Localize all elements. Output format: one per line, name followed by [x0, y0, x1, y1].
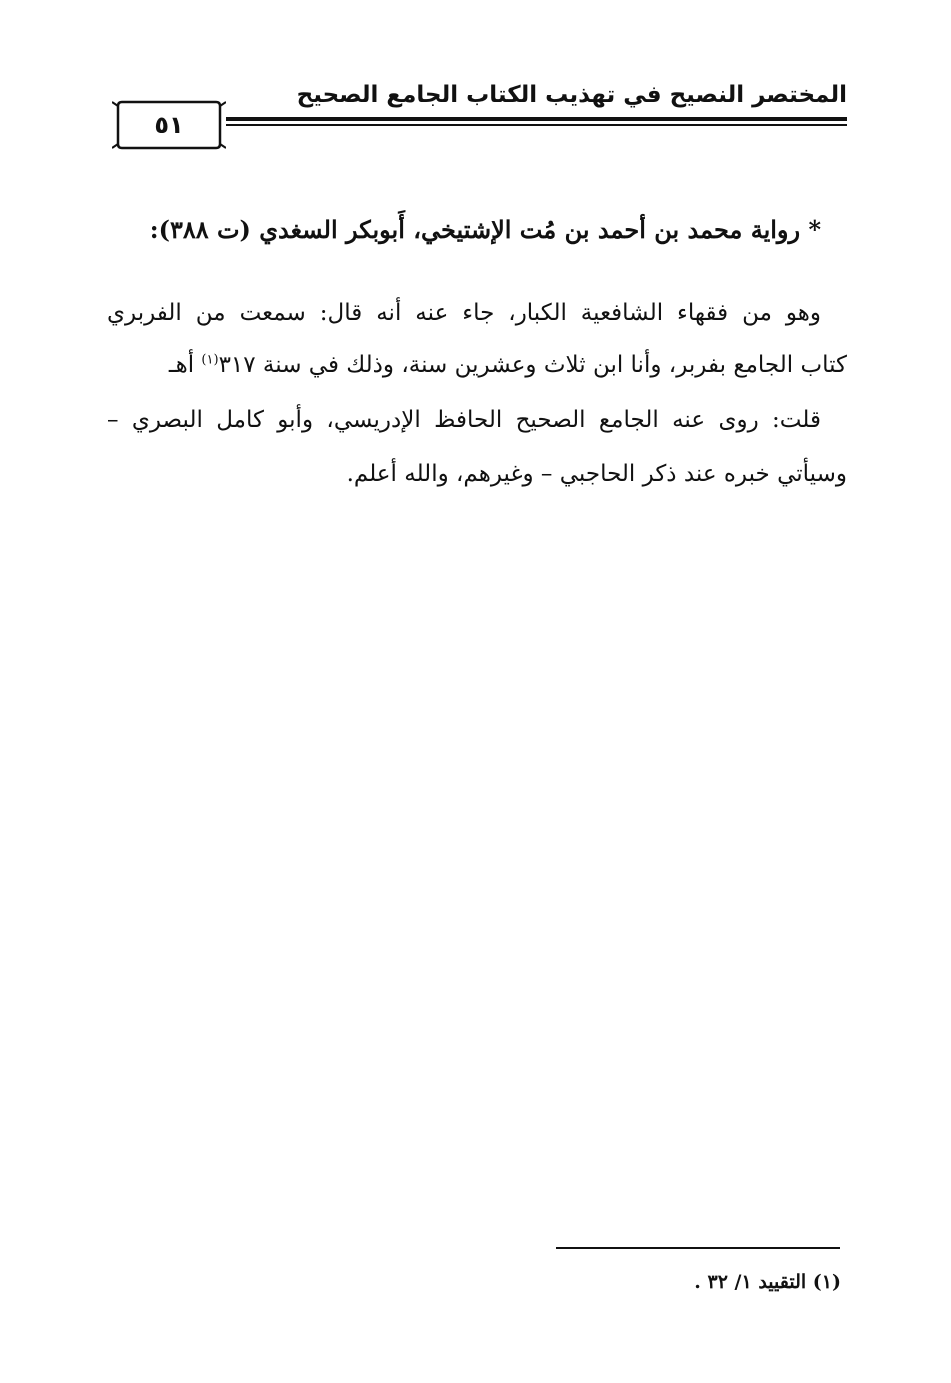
body-text-line: وسيأتي خبره عند ذكر الحاجبي – وغيرهم، والله أعلم. — [346, 461, 847, 487]
header-rule-thin — [226, 124, 847, 126]
page-number-frame — [112, 96, 226, 154]
running-title: المختصر النصيح في تهذيب الكتاب الجامع الصحيح — [296, 82, 847, 108]
header-rule — [226, 117, 847, 121]
body-text-segment: كتاب الجامع بفربر، وأنا ابن ثلاث وعشرين سنة، وذلك في سنة ٣١٧ — [218, 352, 847, 378]
footnote: (١) التقييد ١/ ٣٢ . — [694, 1271, 841, 1293]
body-text-line: وهو من فقهاء الشافعية الكبار، جاء عنه أنه قال: سمعت من الفربري — [107, 300, 821, 326]
footnote-reference: (١) — [201, 352, 219, 368]
section-heading: * رواية محمد بن أحمد بن مُت الإشتيخي، أَبوبكر السغدي (ت ٣٨٨): — [149, 215, 821, 244]
body-text-line — [107, 348, 847, 382]
page-number: ٥١ — [154, 111, 184, 139]
body-text-line: قلت: روى عنه الجامع الصحيح الحافظ الإدريسي، وأبو كامل البصري – — [107, 407, 821, 433]
footnote-separator — [556, 1247, 840, 1249]
body-text-segment: أهـ — [168, 352, 202, 378]
